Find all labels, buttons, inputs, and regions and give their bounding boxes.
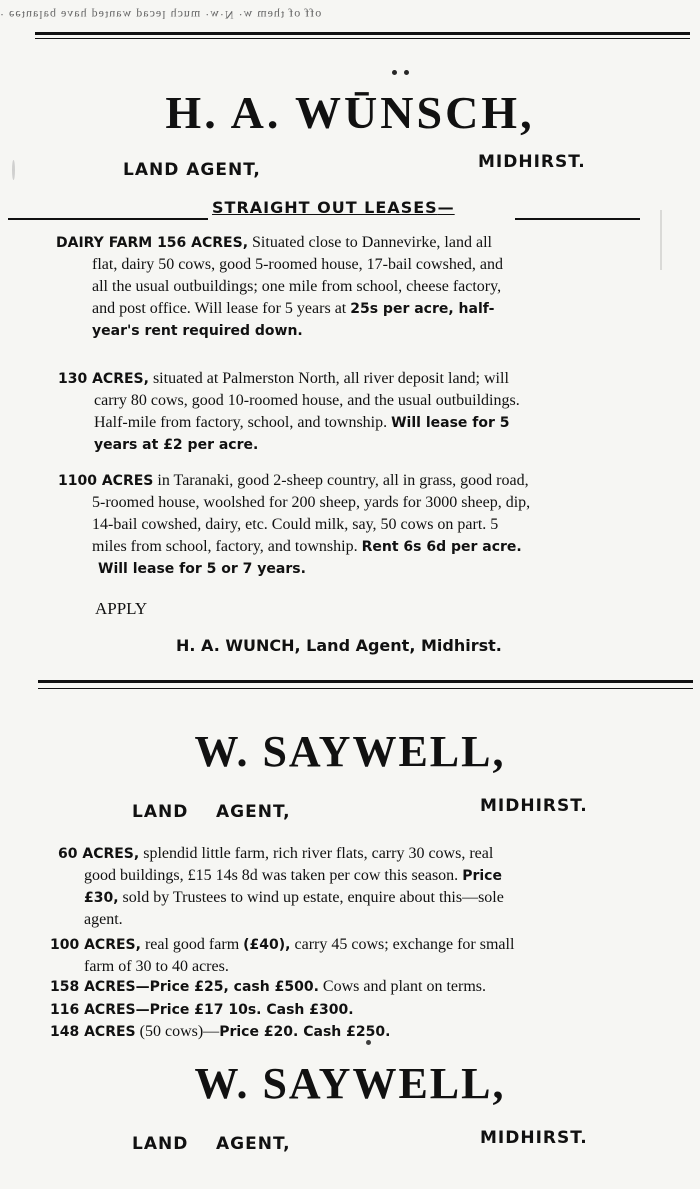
saywell-title: LAND AGENT,: [132, 802, 291, 822]
saywell-town: MIDHIRST.: [480, 796, 588, 816]
listing-line: years at £2 per acre.: [94, 437, 259, 453]
listing-line: 116 ACRES—Price £17 10s. Cash £300.: [50, 1002, 354, 1018]
divider-thick: [38, 680, 693, 683]
print-speck: [660, 210, 662, 270]
listing-line: miles from school, factory, and township. Rent 6s 6d per acre.: [92, 538, 522, 555]
print-speck: [404, 70, 409, 75]
saywell-town-repeat: MIDHIRST.: [480, 1128, 588, 1148]
listing-line: farm of 30 to 40 acres.: [84, 958, 229, 975]
wunsch-apply: APPLY: [95, 599, 148, 618]
section-rule-right: [515, 218, 640, 220]
wunsch-listing-1100-acres: [58, 470, 700, 580]
saywell-title-repeat: LAND AGENT,: [132, 1134, 291, 1154]
listing-line: year's rent required down.: [92, 323, 303, 339]
wunsch-listing-dairy: [56, 232, 700, 342]
divider-thin: [38, 688, 693, 689]
listing-line: DAIRY FARM 156 ACRES, Situated close to Dannevirke, land all: [56, 234, 492, 251]
saywell-masthead: W. SAYWELL,: [194, 727, 506, 776]
wunsch-title: LAND AGENT,: [123, 160, 261, 180]
listing-line: carry 80 cows, good 10-roomed house, and the usual outbuildings.: [94, 392, 520, 409]
listing-line: all the usual outbuildings; one mile from school, cheese factory,: [92, 278, 502, 295]
listing-line: agent.: [84, 911, 123, 928]
wunsch-listing-130-acres: [58, 368, 700, 456]
listing-line: £30, sold by Trustees to wind up estate, enquire about this—sole: [84, 889, 504, 906]
saywell-listing-116-acres: [50, 999, 690, 1021]
listing-line: 148 ACRES (50 cows)—Price £20. Cash £250.: [50, 1023, 391, 1040]
listing-line: good buildings, £15 14s 8d was taken per cow this season. Price: [84, 867, 502, 884]
top-rule-thin: [35, 38, 690, 39]
listing-line: 130 ACRES, situated at Palmerston North, all river deposit land; will: [58, 370, 509, 387]
saywell-listing-100-acres: [50, 934, 690, 978]
listing-line: Will lease for 5 or 7 years.: [98, 561, 306, 577]
listing-line: 5-roomed house, woolshed for 200 sheep, yards for 3000 sheep, dip,: [92, 494, 531, 511]
section-heading-text: STRAIGHT OUT LEASES: [212, 198, 438, 217]
listing-line: 1100 ACRES in Taranaki, good 2-sheep country, all in grass, good road,: [58, 472, 529, 489]
top-rule: [35, 32, 690, 35]
listing-line: and post office. Will lease for 5 years at 25s per acre, half-: [92, 300, 495, 317]
listing-line: 14-bail cowshed, dairy, etc. Could milk, say, 50 cows on part. 5: [92, 516, 499, 533]
listing-line: Half-mile from factory, school, and township. Will lease for 5: [94, 414, 510, 431]
wunsch-section-heading: STRAIGHT OUT LEASES—: [212, 198, 455, 217]
listing-line: 60 ACRES, splendid little farm, rich river flats, carry 30 cows, real: [58, 845, 494, 862]
print-speck: [366, 1040, 371, 1045]
saywell-listing-60-acres: [58, 843, 688, 931]
listing-line: 158 ACRES—Price £25, cash £500. Cows and plant on terms.: [50, 978, 486, 995]
listing-line: flat, dairy 50 cows, good 5-roomed house, 17-bail cowshed, and: [92, 256, 504, 273]
wunsch-signature: H. A. WUNCH, Land Agent, Midhirst.: [176, 636, 502, 655]
wunsch-town: MIDHIRST.: [478, 152, 586, 172]
print-speck: [392, 70, 397, 75]
listing-line: 100 ACRES, real good farm (£40), carry 45 cows; exchange for small: [50, 936, 515, 953]
section-rule-left: [8, 218, 208, 220]
wunsch-masthead: H. A. WŪNSCH,: [165, 87, 535, 138]
bleed-through-text: · eeʇuɐlɐq ǝʌɐɥ pǝʇuɐʍ pɐɔǝl ɥɔnɯ ·ʍ·N ·ʍ ɯǝɥʇ ɟo ɟɟo: [0, 8, 323, 22]
saywell-listing-158-acres: [50, 976, 690, 998]
print-speck: [12, 160, 15, 180]
saywell-masthead-repeat: W. SAYWELL,: [194, 1059, 506, 1108]
